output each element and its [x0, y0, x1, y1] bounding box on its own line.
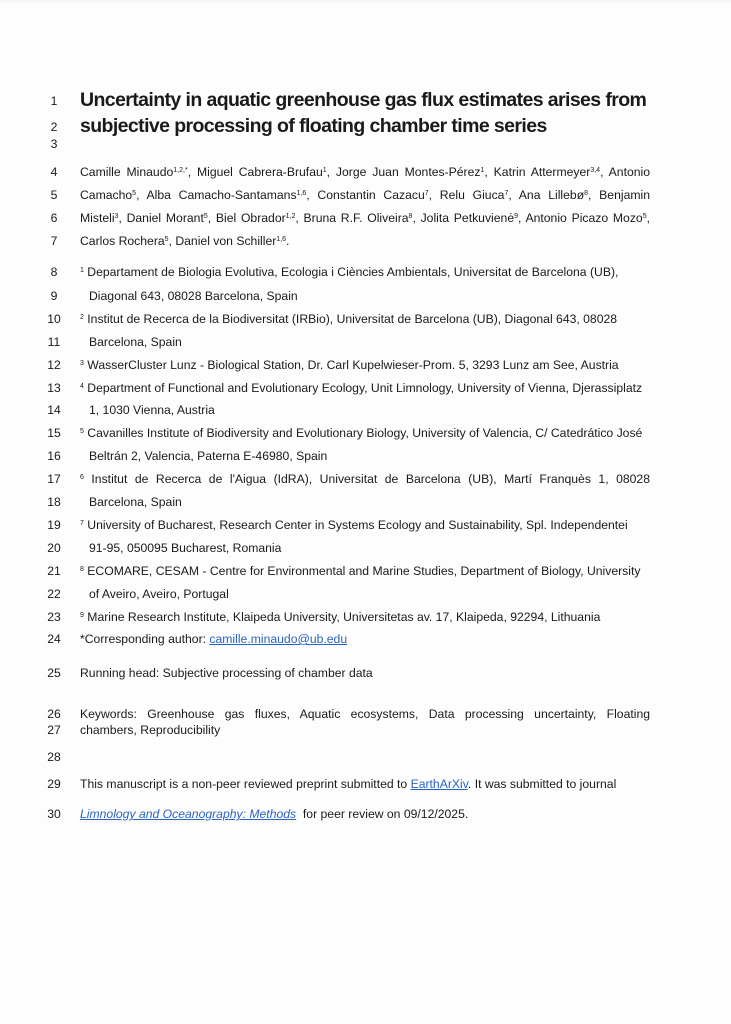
line-number: 28: [47, 750, 61, 764]
affiliation-text: $^9$ Marine Research Institute, Klaipeda University, Universitetas av. 17, Klaipeda, 92294, Lithuania: [80, 610, 601, 624]
affiliation-text: Barcelona, Spain: [89, 335, 182, 349]
journal-link[interactable]: Limnology and Oceanography: Methods: [80, 807, 297, 821]
line-number: 17: [47, 472, 61, 486]
affiliation-text: $^3$ WasserCluster Lunz - Biological Station, Dr. Carl Kupelwieser-Prom. 5, 3293 Lunz am See, Austria: [80, 358, 619, 372]
line-number: 22: [47, 587, 61, 601]
line-number: 19: [47, 518, 61, 532]
line-number: 5: [50, 188, 58, 202]
corresponding-author: [80, 631, 650, 647]
affiliation-text: $^7$ University of Bucharest, Research Center in Systems Ecology and Sustainability, Spl. Independentei: [80, 518, 628, 532]
preprint-note: This manuscript is a non-peer reviewed preprint submitted to EarthArXiv. It was submitted to journal: [80, 777, 617, 791]
affiliation-text: Barcelona, Spain: [89, 495, 182, 509]
line-number: 16: [47, 449, 61, 463]
affiliation-text: 91-95, 050095 Bucharest, Romania: [89, 541, 282, 555]
line-number: 1: [50, 94, 58, 108]
email-link[interactable]: camille.minaudo@ub.edu: [209, 632, 348, 646]
line-number: 13: [47, 381, 61, 395]
line-number: 23: [47, 610, 61, 624]
preprint-note: Limnology and Oceanography: Methods for peer review on 09/12/2025.: [80, 807, 469, 821]
author-list-part: Camille Minaudo$^{1,2,*}$, Miguel Cabrera-Brufau$^1$, Jorge Juan Montes-Pérez$^1$, Katrin Attermeyer$^{3,4}$, Antonio: [80, 165, 650, 179]
author-list-part: Carlos Rochera$^5$, Daniel von Schiller$^{1,6}$.: [80, 234, 290, 248]
running-head: Running head: Subjective processing of chamber data: [80, 666, 373, 680]
line-number: 6: [50, 211, 58, 225]
line-number: 25: [47, 666, 61, 680]
affiliation-text: of Aveiro, Aveiro, Portugal: [89, 587, 229, 601]
line-number: 2: [50, 120, 58, 134]
affiliation-text: 1, 1030 Vienna, Austria: [89, 403, 215, 417]
keywords: Keywords: Greenhouse gas fluxes, Aquatic ecosystems, Data processing uncertainty, Floating: [80, 707, 650, 721]
affiliation-text: $^4$ Department of Functional and Evolutionary Ecology, Unit Limnology, University of Vienna, Djerassiplatz: [80, 381, 643, 395]
line-number: 14: [47, 403, 61, 417]
affiliation-text: $^6$ Institut de Recerca de l'Aigua (IdRA), Universitat de Barcelona (UB), Martí Franquès 1, 08028: [80, 472, 650, 486]
line-number: 24: [47, 632, 61, 646]
line-number: 12: [47, 358, 61, 372]
line-number: 15: [47, 426, 61, 440]
affiliation-text: Diagonal 643, 08028 Barcelona, Spain: [89, 289, 298, 303]
corresponding-author-label: *Corresponding author:: [80, 632, 210, 646]
line-number: 27: [47, 723, 61, 737]
line-number: 20: [47, 541, 61, 555]
eartharxiv-link[interactable]: EarthArXiv: [410, 777, 468, 791]
line-number: 4: [50, 165, 58, 179]
affiliation-text: $^8$ ECOMARE, CESAM - Centre for Environmental and Marine Studies, Department of Biology, University: [80, 564, 641, 578]
affiliation-text: $^5$ Cavanilles Institute of Biodiversity and Evolutionary Biology, University of Valencia, C/ Catedrático José: [80, 426, 643, 440]
line-number: 11: [47, 335, 61, 349]
page-top-edge: [0, 0, 731, 4]
author-list-part: Misteli$^3$, Daniel Morant$^5$, Biel Obrador$^{1,2}$, Bruna R.F. Oliveira$^8$, Jolita Petkuvienė$^9$, Antonio Picazo Mozo$^5$,: [80, 211, 650, 225]
line-number: 9: [50, 289, 58, 303]
keywords: chambers, Reproducibility: [80, 723, 221, 737]
line-number: 7: [50, 234, 58, 248]
line-number: 26: [47, 707, 61, 721]
line-number: 18: [47, 495, 61, 509]
author-list-part: Camacho$^5$, Alba Camacho-Santamans$^{1,6}$, Constantin Cazacu$^7$, Relu Giuca$^7$, Ana Lillebø$^8$, Benjamin: [80, 188, 650, 202]
line-number: 8: [50, 265, 58, 279]
line-number: 10: [47, 312, 61, 326]
affiliation-text: $^1$ Departament de Biologia Evolutiva, Ecologia i Ciències Ambientals, Universitat de Barcelona (UB),: [80, 265, 619, 279]
line-number: 3: [50, 137, 58, 151]
line-number: 30: [47, 807, 61, 821]
paper-title-part-1: Uncertainty in aquatic greenhouse gas flux estimates arises from: [80, 89, 647, 111]
affiliation-text: $^2$ Institut de Recerca de la Biodiversitat (IRBio), Universitat de Barcelona (UB), Diagonal 643, 08028: [80, 312, 618, 326]
paper-title-part-2: subjective processing of floating chamber time series: [80, 115, 547, 137]
line-number: 29: [47, 777, 61, 791]
affiliation-text: Beltrán 2, Valencia, Paterna E-46980, Spain: [89, 449, 328, 463]
line-number: 21: [47, 564, 61, 578]
